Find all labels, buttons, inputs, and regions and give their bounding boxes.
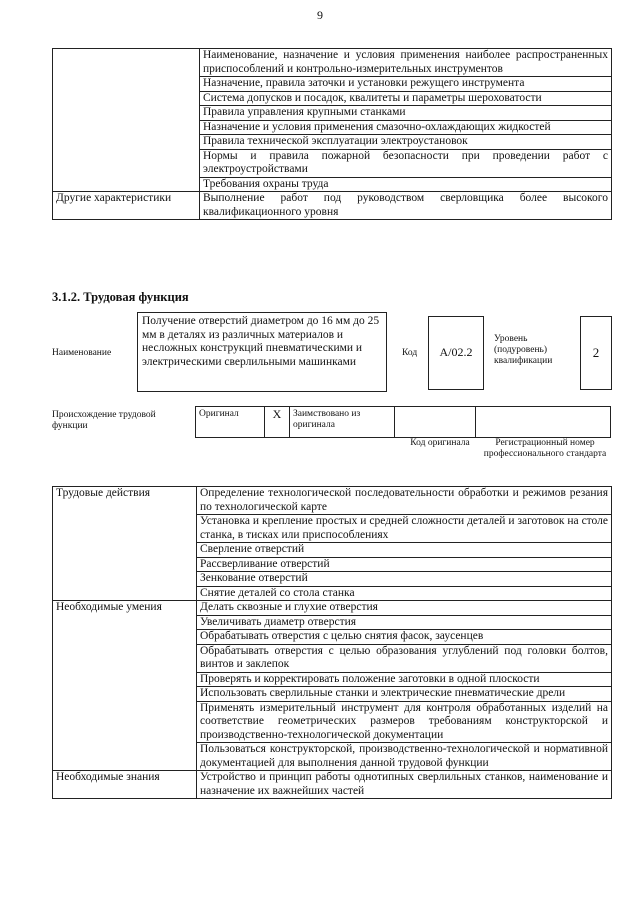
code-original-label: Код оригинала: [410, 438, 470, 448]
table-row: [53, 49, 612, 77]
table-row: [53, 487, 612, 515]
function-name-box: Получение отверстий диаметром до 16 мм до 25 мм в деталях из различных материалов и несложных конструкций пневматическими и электрическими сверлильными машинками: [137, 312, 387, 392]
knowledge-table-continued: [52, 48, 612, 220]
original-mark: X: [265, 407, 290, 438]
origin-row: [195, 406, 611, 438]
origin-label: Происхождение трудовой функции: [52, 410, 156, 431]
table-cell: Наименование, назначение и условия применения наиболее распространенных приспособлений и контрольно-измерительных инструментов: [200, 49, 612, 77]
table-row: [53, 771, 612, 799]
table-cell: Увеличивать диаметр отверстия: [197, 615, 612, 630]
table-cell: Рассверливание отверстий: [197, 557, 612, 572]
table-cell: Обрабатывать отверстия с целью образования углублений под головки болтов, винтов и заклепок: [197, 644, 612, 672]
table-cell: Назначение и условия применения смазочно-охлаждающих жидкостей: [200, 120, 612, 135]
code-label: Код: [402, 348, 418, 358]
table-row: [53, 601, 612, 616]
table-cell: Определение технологической последовательности обработки и режимов резания по технологической карте: [197, 487, 612, 515]
table-cell: Использовать сверлильные станки и электрические пневматические дрели: [197, 687, 612, 702]
table-cell: Применять измерительный инструмент для контроля обработанных изделий на соответствие геометрических размеров требованиям конструкторской и производственно-технологической документации: [197, 701, 612, 743]
table-cell: Назначение, правила заточки и установки режущего инструмента: [200, 77, 612, 92]
table-cell: Требования охраны труда: [200, 177, 612, 192]
table-row: [53, 192, 612, 220]
table-cell: Сверление отверстий: [197, 543, 612, 558]
name-label: Наименование: [52, 348, 112, 358]
code-value-box: A/02.2: [428, 316, 484, 390]
knowledge-label: Необходимые знания: [53, 771, 197, 799]
actions-label: Трудовые действия: [53, 487, 197, 601]
reg-number-box: [476, 407, 611, 438]
other-characteristics-value: Выполнение работ под руководством сверловщика более высокого квалификационного уровня: [200, 192, 612, 220]
table-cell: Правила технической эксплуатации электроустановок: [200, 135, 612, 150]
table-cell: Правила управления крупными станками: [200, 106, 612, 121]
skills-label: Необходимые умения: [53, 601, 197, 771]
reg-number-label: Регистрационный номер профессионального стандарта: [483, 438, 607, 459]
table-cell: Нормы и правила пожарной безопасности при проведении работ с электроустройствами: [200, 149, 612, 177]
code-original-box: [395, 407, 476, 438]
table-cell: Проверять и корректировать положение заготовки в одной плоскости: [197, 672, 612, 687]
other-characteristics-label: Другие характеристики: [53, 192, 200, 220]
table-cell: Система допусков и посадок, квалитеты и параметры шероховатости: [200, 91, 612, 106]
borrowed-label: Заимствовано из оригинала: [290, 407, 395, 438]
table-cell: Делать сквозные и глухие отверстия: [197, 601, 612, 616]
level-value-box: 2: [580, 316, 612, 390]
table-cell: Зенкование отверстий: [197, 572, 612, 587]
page-number: 9: [317, 8, 323, 22]
table-cell: Обрабатывать отверстия с целью снятия фасок, заусенцев: [197, 630, 612, 645]
original-label: Оригинал: [196, 407, 265, 438]
table-cell: Пользоваться конструкторской, производственно-технологической и нормативной документацией для выполнения данной трудовой функции: [197, 743, 612, 771]
section-heading: 3.1.2. Трудовая функция: [52, 290, 189, 304]
table-cell: Снятие деталей со стола станка: [197, 586, 612, 601]
table-cell: Устройство и принцип работы однотипных сверлильных станков, наименование и назначение их важнейших частей: [197, 771, 612, 799]
table-cell: Установка и крепление простых и средней сложности деталей и заготовок на столе станка, в тисках или приспособлениях: [197, 515, 612, 543]
labor-function-table: [52, 486, 612, 799]
level-label: Уровень (подуровень) квалификации: [494, 334, 553, 366]
empty-label-cell: [53, 49, 200, 192]
